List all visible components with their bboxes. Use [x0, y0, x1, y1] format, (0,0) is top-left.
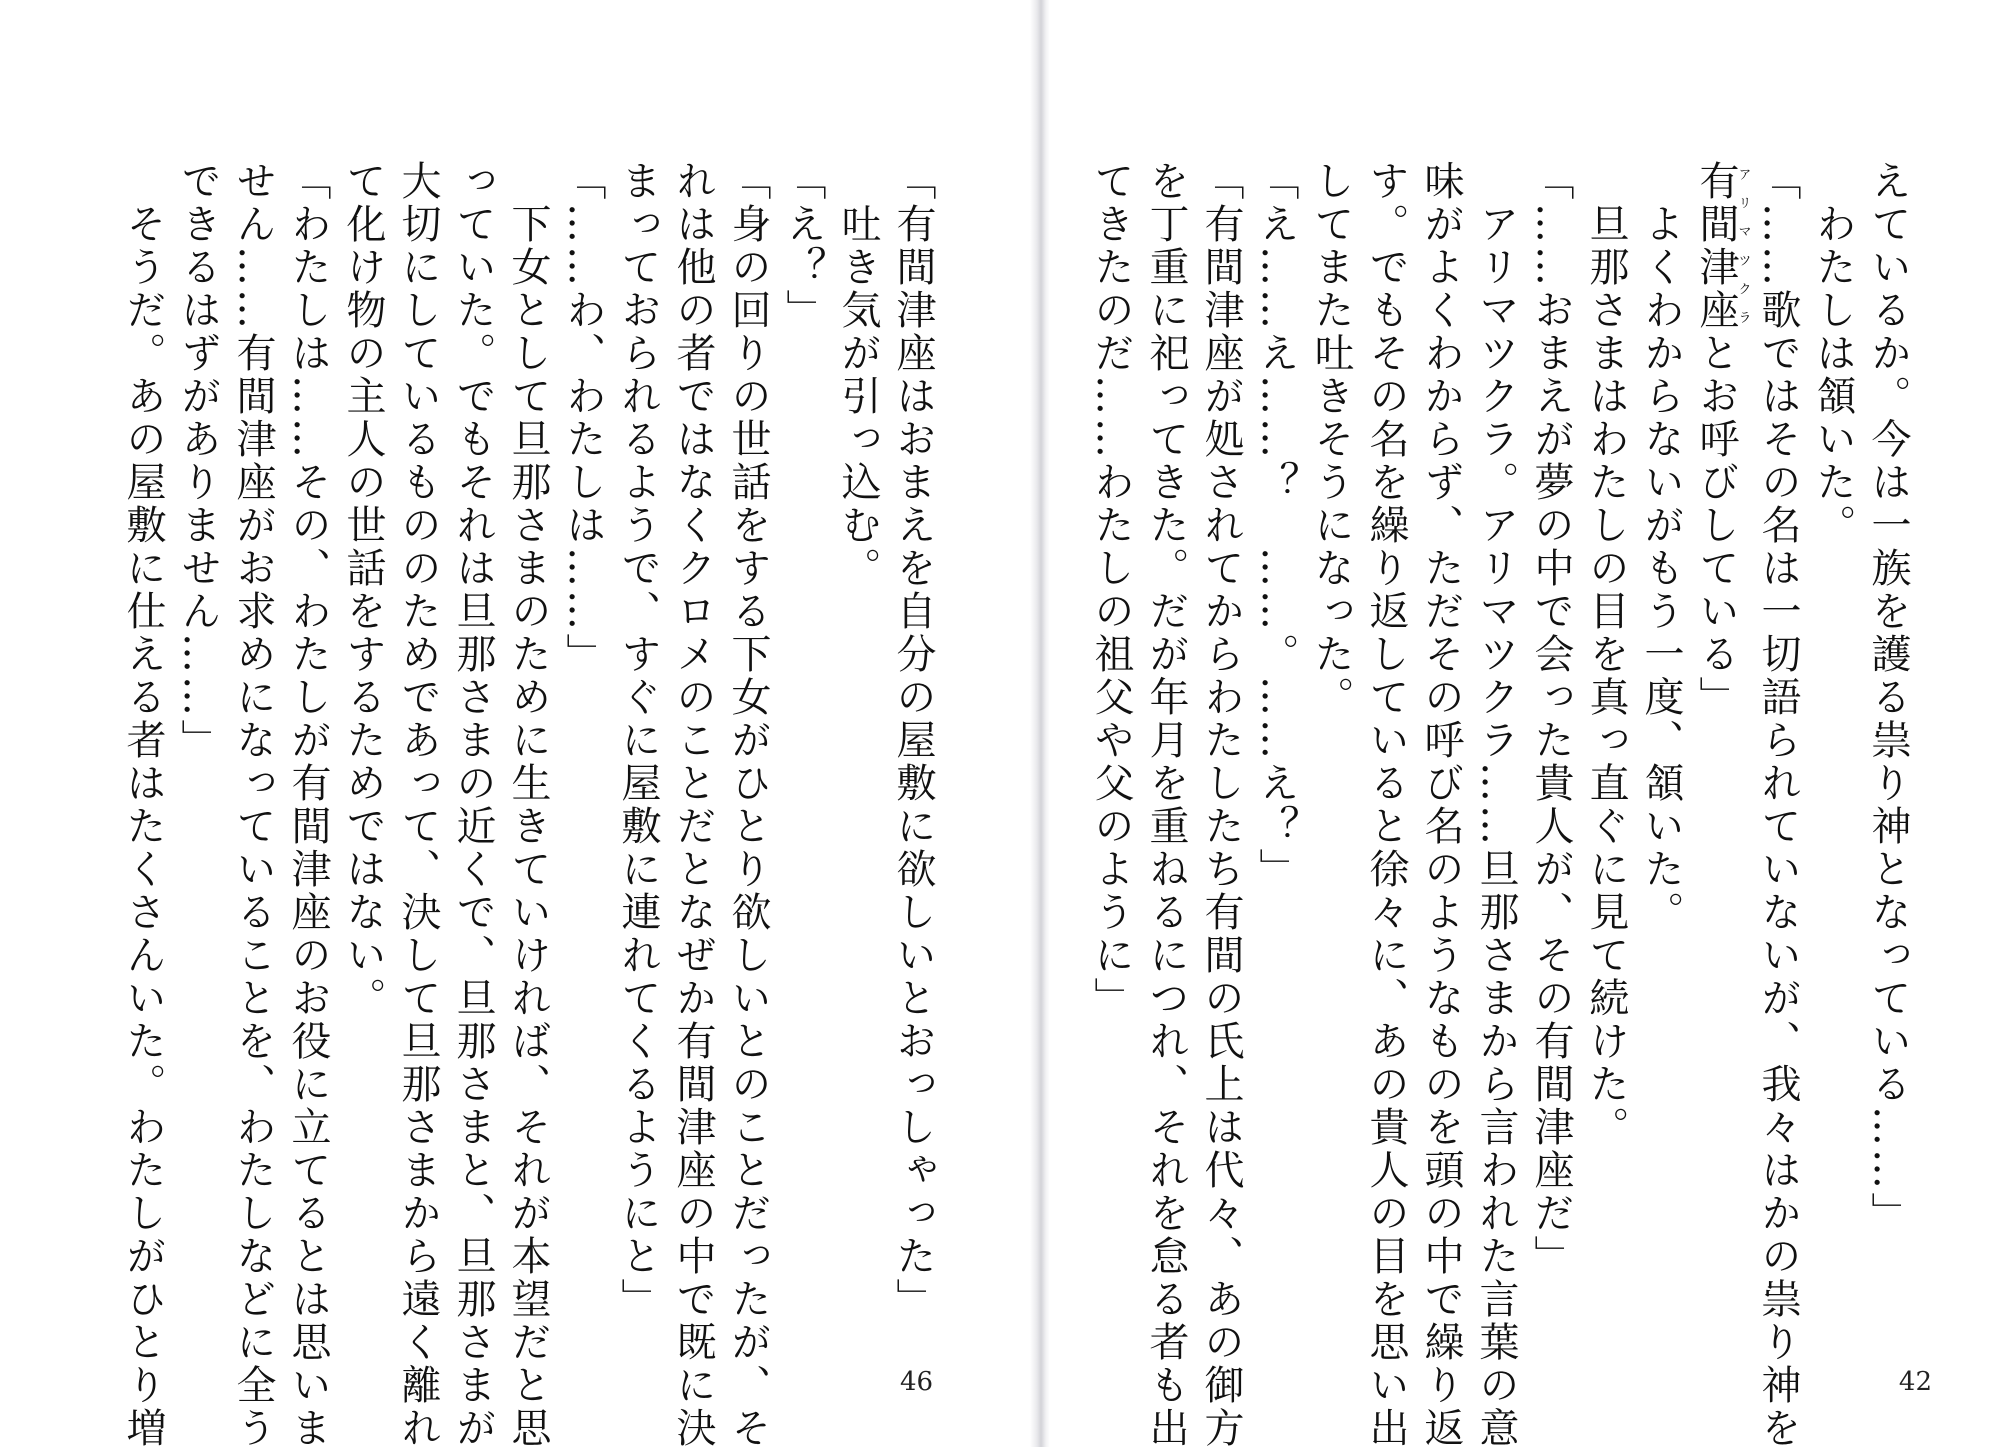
text-line: 「え？」 — [780, 160, 826, 332]
ruby-line-suffix: とお呼びしている」 — [1693, 332, 1739, 719]
ruby-reading: アリマツクラ — [1735, 160, 1751, 332]
text-line: 下女として旦那さまのために生きていければ、それが本望だと思 — [505, 160, 551, 1450]
text-line: 「わたしは……その、わたしが有間津座のお役に立てるとは思いま — [285, 160, 331, 1450]
text-line: せん……有間津座がお求めになっていることを、わたしなどに全う — [230, 160, 276, 1450]
text-line: わたしは頷いた。 — [1810, 160, 1856, 547]
text-line: してまた吐きそうになった。 — [1308, 160, 1354, 719]
text-line: て化け物の主人の世話をするためではない。 — [340, 160, 386, 1020]
text-line: っていた。でもそれは旦那さまの近くで、旦那さまと、旦那さまが — [450, 160, 496, 1450]
text-line: 吐き気が引っ込む。 — [835, 160, 881, 590]
text-line: 大切にしているもののためであって、決して旦那さまから遠く離れ — [395, 160, 441, 1450]
right-page[interactable] — [1050, 0, 2000, 1450]
text-line: アリマツクラ。アリマツクラ……旦那さまから言われた言葉の意 — [1473, 160, 1519, 1450]
text-line: 「有間津座が処されてからわたしたち有間の氏上は代々、あの御方 — [1198, 160, 1244, 1450]
text-line: できるはずがありません……」 — [175, 160, 221, 762]
text-line: す。でもその名を繰り返していると徐々に、あの貴人の目を思い出 — [1363, 160, 1409, 1450]
text-line: えているか。今は一族を護る祟り神となっている……」 — [1865, 160, 1911, 1235]
text-line: 「有間津座はおまえを自分の屋敷に欲しいとおっしゃった」 — [890, 160, 936, 1321]
text-line: 「え……え……？ ……。……え？」 — [1253, 160, 1299, 891]
ruby-line — [1688, 160, 1750, 1330]
text-line: を丁重に祀ってきた。だが年月を重ねるにつれ、それを怠る者も出 — [1143, 160, 1189, 1450]
text-line: 「……おまえが夢の中で会った貴人が、その有間津座だ」 — [1528, 160, 1574, 1278]
text-line: 「……わ、わたしは……」 — [560, 160, 606, 676]
text-line: そうだ。あの屋敷に仕える者はたくさんいた。わたしがひとり増 — [120, 160, 166, 1450]
text-line: よくわからないがもう一度、頷いた。 — [1638, 160, 1684, 934]
ruby-word — [1693, 160, 1751, 332]
ruby-base: 有間津座 — [1693, 160, 1739, 332]
text-line: れは他の者ではなくクロメのことだとなぜか有間津座の中で既に決 — [670, 160, 716, 1450]
text-line: 旦那さまはわたしの目を真っ直ぐに見て続けた。 — [1583, 160, 1629, 1149]
text-line: てきたのだ……わたしの祖父や父のように」 — [1088, 160, 1134, 1020]
text-line: まっておられるようで、すぐに屋敷に連れてくるようにと」 — [615, 160, 661, 1321]
text-line: 味がよくわからず、ただその呼び名のようなものを頭の中で繰り返 — [1418, 160, 1464, 1450]
page-number: 46 — [900, 1367, 934, 1397]
text-line: 「身の回りの世話をする下女がひとり欲しいとのことだったが、そ — [725, 160, 771, 1450]
page-number: 42 — [1898, 1367, 1932, 1397]
text-line: 「……歌ではその名は一切語られていないが、我々はかの祟り神を — [1755, 160, 1801, 1450]
